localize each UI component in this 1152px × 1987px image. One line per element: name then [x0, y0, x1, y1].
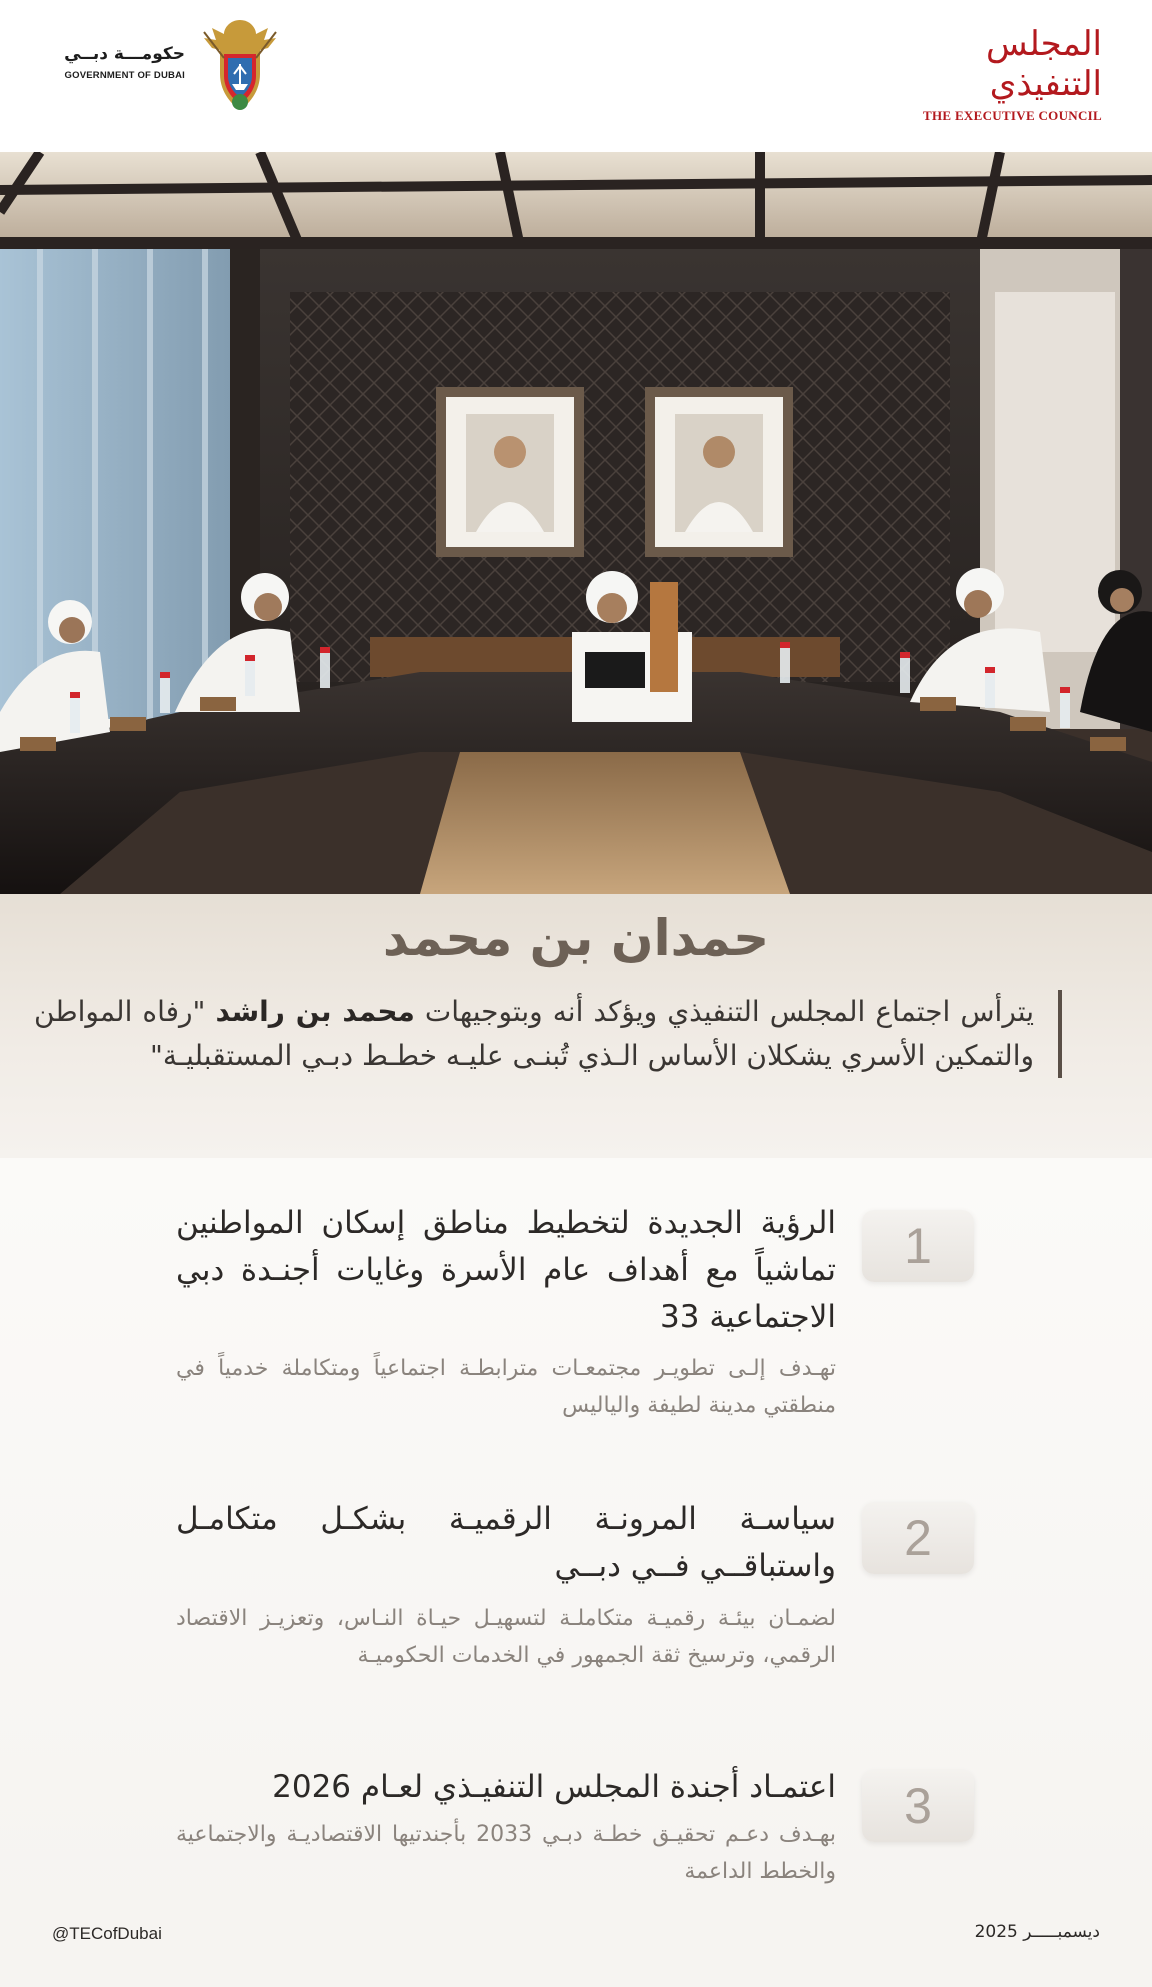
dubai-emblem-icon — [190, 14, 290, 114]
executive-council-logo — [882, 24, 1102, 123]
intro-highlight-name: محمد بن راشد — [215, 995, 415, 1028]
government-name-ar: حكومـــة دبــي — [64, 44, 185, 64]
agenda-items — [0, 1158, 1152, 1918]
item-number-badge: 3 — [862, 1770, 974, 1842]
item-description: تهـدف إلـى تطويـر مجتمعـات مترابطـة اجتماعياً ومتكاملة خدمياً في منطقتي مدينة لطيفة والياليس — [176, 1356, 836, 1418]
item-title: اعتمـاد أجندة المجلس التنفيـذي لعـام 2026 — [272, 1769, 836, 1805]
item-description: بهـدف دعـم تحقيـق خطـة دبـي 2033 بأجندتيها الاقتصاديـة والاجتماعية والخطط الداعمة — [176, 1822, 836, 1884]
government-of-dubai-logo — [50, 14, 290, 114]
item-title: الرؤية الجديدة لتخطيط مناطق إسكان المواطنين تماشياً مع أهداف عام الأسرة وغايات أجنـدة دبي الاجتماعية 33 — [176, 1205, 836, 1335]
page-header — [0, 0, 1152, 152]
intro-quote: "رفاه المواطن والتمكين الأسري يشكلان الأساس الـذي تُبنـى عليـه خطـط دبـي المستقبليـة" — [34, 995, 1034, 1072]
item-number-badge: 1 — [862, 1210, 974, 1282]
headline-title: حمدان بن محمد — [369, 906, 783, 970]
headline-intro — [34, 990, 1062, 1078]
publish-date: ديسمبـــــر 2025 — [974, 1922, 1100, 1942]
item-description: لضمـان بيئـة رقميـة متكاملـة لتسهيـل حيـاة النـاس، وتعزيـز الاقتصاد الرقمي، وترسيخ ثقة الجمهور في الخدمات الحكوميـة — [176, 1606, 836, 1668]
intro-text-part1: يترأس اجتماع المجلس التنفيذي ويؤكد أنه وبتوجيهات — [424, 995, 1035, 1028]
meeting-photo-image — [0, 152, 1152, 894]
social-handle[interactable]: @TECofDubai — [52, 1924, 162, 1943]
item-title: سياسـة المرونـة الرقميـة بشكـل متكامـل واستباقــي فــي دبــي — [176, 1501, 836, 1584]
meeting-photo — [0, 152, 1152, 894]
headline-section — [0, 894, 1152, 1158]
item-number-badge: 2 — [862, 1502, 974, 1574]
government-name-en: GOVERNMENT OF DUBAI — [64, 70, 185, 81]
council-name-ar: المجلس التنفيذي — [985, 24, 1102, 104]
council-name-en: THE EXECUTIVE COUNCIL — [923, 108, 1102, 123]
